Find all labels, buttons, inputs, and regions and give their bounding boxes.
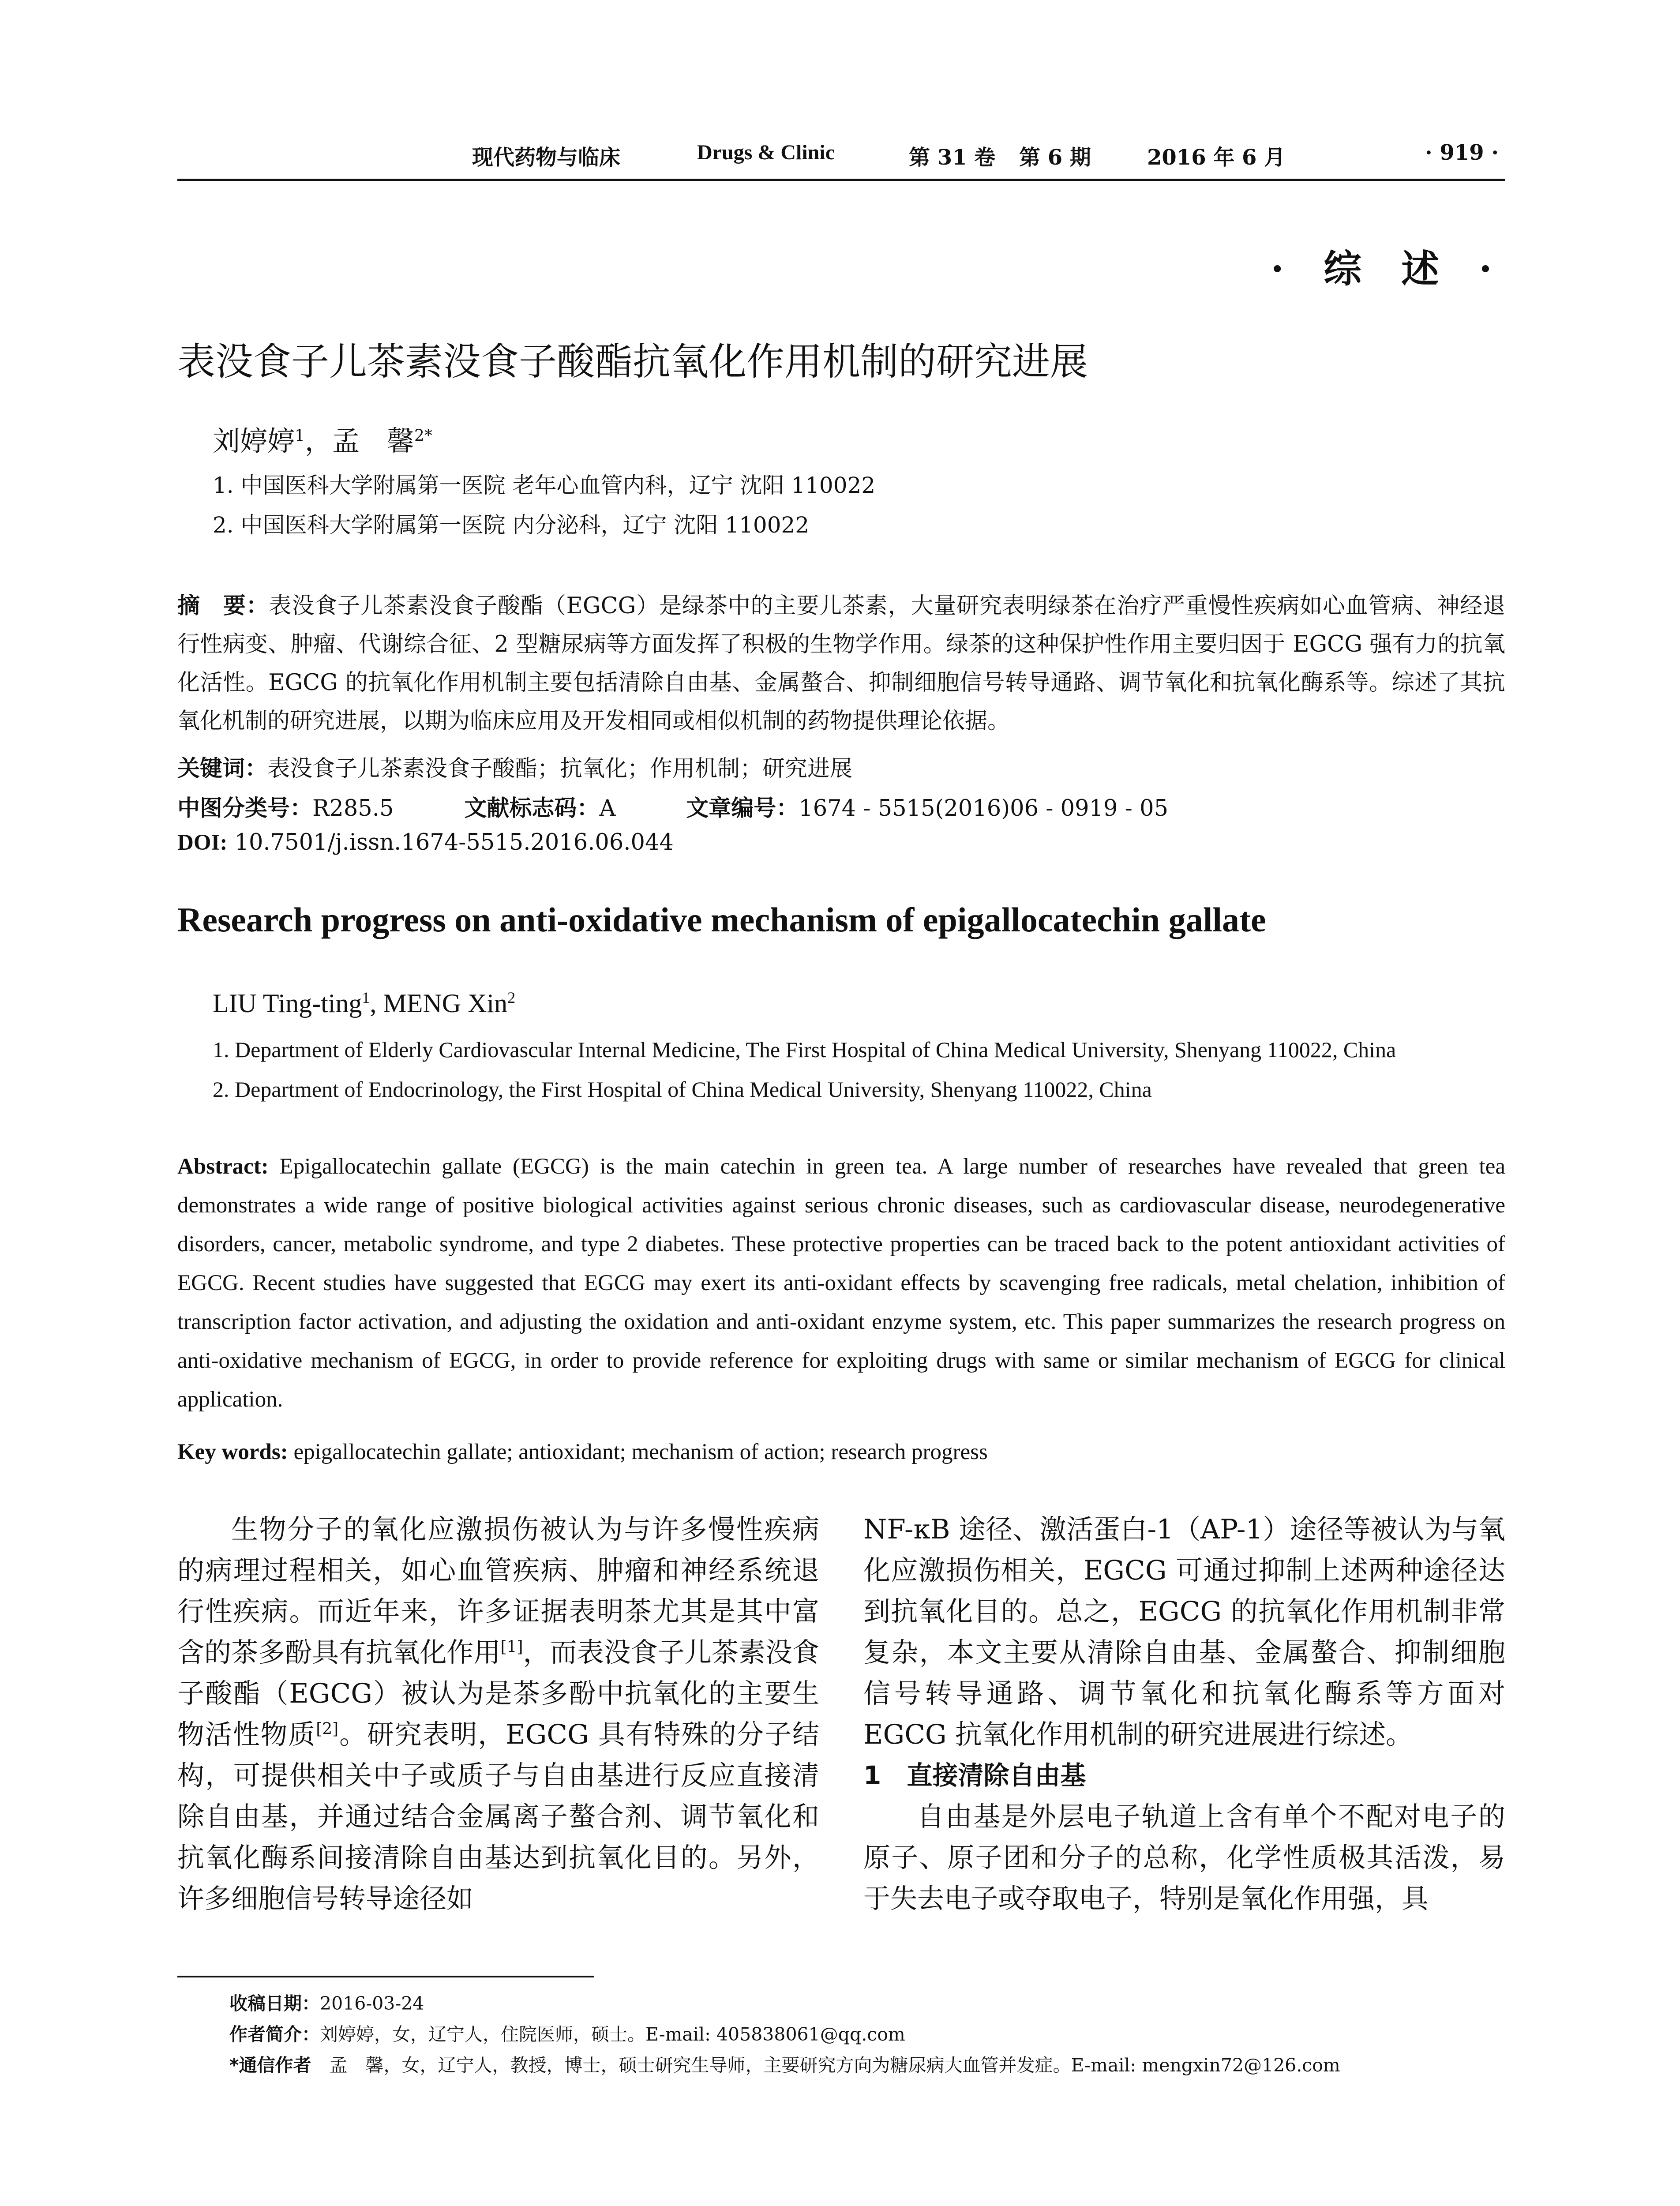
- page-number: · 919 ·: [1425, 140, 1499, 165]
- abstract-en-label: Abstract:: [177, 1154, 269, 1179]
- body-paragraph: 自由基是外层电子轨道上含有单个不配对电子的原子、原子团和分子的总称，化学性质极其活泼，易于失去电子或夺取电子，特别是氧化作用强，具: [863, 1801, 1505, 1914]
- corresponding-label: *通信作者: [229, 2055, 311, 2076]
- keywords-en-label: Key words:: [177, 1440, 288, 1464]
- article-number-value: 1674 - 5515(2016)06 - 0919 - 05: [799, 795, 1169, 822]
- keywords-cn-label: 关键词：: [177, 756, 268, 782]
- author-bio: 刘婷婷，女，辽宁人，住院医师，硕士。E-mail: 405838061@qq.com: [320, 2024, 905, 2045]
- title-cn: 表没食子儿茶素没食子酸酯抗氧化作用机制的研究进展: [177, 340, 1088, 384]
- author-sup: 1: [362, 989, 370, 1006]
- author-name: LIU Ting-ting: [213, 989, 362, 1018]
- journal-issue: 第 6 期: [1019, 145, 1091, 170]
- abstract-cn-text: 表没食子儿茶素没食子酸酯（EGCG）是绿茶中的主要儿茶素，大量研究表明绿茶在治疗严重慢性疾病如心血管病、神经退行性病变、肿瘤、代谢综合征、2 型糖尿病等方面发挥了积极的生物学作用。绿茶的这种保护性作用主要归因于 EGCG 强有力的抗氧化活性。EGCG 的抗氧化作用机制主要包括清除自由基、金属螯合、抑制细胞信号转导通路、调节氧化和抗氧化酶系等。综述了其抗氧化机制的研究进展，以期为临床应用及开发相同或相似机制的药物提供理论依据。: [177, 593, 1505, 734]
- author-sup: 2: [507, 989, 516, 1006]
- authors-en: [213, 988, 515, 1019]
- clc-label: 中图分类号：: [177, 795, 313, 822]
- author-sup: 2*: [414, 427, 432, 445]
- affiliation-cn-2: 2. 中国医科大学附属第一医院 内分泌科，辽宁 沈阳 110022: [213, 512, 810, 538]
- keywords-cn-text: 表没食子儿茶素没食子酸酯；抗氧化；作用机制；研究进展: [267, 756, 853, 782]
- received-date: 2016-03-24: [320, 1993, 424, 2014]
- doc-code-label: 文献标志码：: [464, 795, 600, 822]
- abstract-cn-label: 摘 要：: [177, 593, 269, 619]
- journal-volume: 第 31 卷: [909, 145, 996, 170]
- abstract-cn: [177, 587, 1505, 740]
- author-name: MENG Xin: [383, 989, 508, 1018]
- author-separator: ，: [304, 425, 332, 457]
- doi-value: 10.7501/j.issn.1674-5515.2016.06.044: [234, 829, 674, 855]
- title-en: Research progress on anti-oxidative mechanism of epigallocatechin gallate: [177, 900, 1266, 939]
- doi-label: DOI:: [177, 830, 228, 855]
- journal-name-en: Drugs & Clinic: [697, 141, 835, 164]
- article-number-label: 文章编号：: [686, 795, 799, 822]
- classification-line: [177, 790, 1168, 822]
- journal-name-cn: 现代药物与临床: [472, 145, 621, 170]
- body-column-left: [177, 1509, 819, 1919]
- body-paragraph: NF-κB 途径、激活蛋白-1（AP-1）途径等被认为与氧化应激损伤相关，EGCG 可通过抑制上述两种途径达到抗氧化目的。总之，EGCG 的抗氧化作用机制非常复杂，本文主要从清除自由基、金属螯合、抑制细胞信号转导通路、调节氧化和抗氧化酶系等方面对 EGCG 抗氧化作用机制的研究进展进行综述。: [863, 1514, 1505, 1750]
- clc-value: R285.5: [312, 795, 394, 822]
- journal-date: 2016 年 6 月: [1147, 145, 1286, 170]
- citation-ref: [2]: [316, 1720, 339, 1738]
- received-label: 收稿日期：: [229, 1993, 320, 2014]
- header-rule: [177, 179, 1505, 181]
- author-separator: ,: [370, 989, 383, 1018]
- keywords-cn: [177, 750, 852, 783]
- affiliation-en-1: 1. Department of Elderly Cardiovascular Internal Medicine, The First Hospital of China Medical University, Shenyang 110022, China: [213, 1037, 1396, 1062]
- keywords-en-text: epigallocatechin gallate; antioxidant; mechanism of action; research progress: [293, 1440, 988, 1464]
- body-column-right: [863, 1509, 1505, 1919]
- corresponding-bio: 孟 馨，女，辽宁人，教授，博士，硕士研究生导师，主要研究方向为糖尿病大血管并发症。E-mail: mengxin72@126.com: [311, 2055, 1340, 2076]
- section-heading: 1 直接清除自由基: [863, 1760, 1086, 1790]
- affiliation-en-2: 2. Department of Endocrinology, the First Hospital of China Medical University, Shenyang 110022, China: [213, 1077, 1152, 1102]
- doc-code-value: A: [599, 795, 616, 822]
- footnote-corresponding: [229, 2051, 1340, 2077]
- section-tag: · 综 述 ·: [1271, 247, 1505, 291]
- author-bio-label: 作者简介：: [229, 2024, 320, 2045]
- abstract-en-text: Epigallocatechin gallate (EGCG) is the main catechin in green tea. A large number of researches have revealed that green tea demonstrates a wide range of positive biological activities against serious chronic diseases, such as cardiovascular disease, neurodegenerative disorders, cancer, metabolic syndrome, and type 2 diabetes. These protective properties can be traced back to the potent antioxidant activities of EGCG. Recent studies have suggested that EGCG may exert its anti-oxidant effects by scavenging free radicals, metal chelation, inhibition of transcription factor activation, and adjusting the oxidation and anti-oxidant enzyme system, etc. This paper summarizes the research progress on anti-oxidative mechanism of EGCG, in order to provide reference for exploiting drugs with same or similar mechanism of EGCG for clinical application.: [177, 1154, 1505, 1412]
- citation-ref: [1]: [500, 1638, 523, 1656]
- keywords-en: [177, 1439, 988, 1465]
- abstract-en: [177, 1147, 1505, 1419]
- body-paragraph: 生物分子的氧化应激损伤被认为与许多慢性疾病的病理过程相关，如心血管疾病、肿瘤和神经系统退行性疾病。而近年来，许多证据表明茶尤其是其中富含的茶多酚具有抗氧化作用[1]，而表没食子儿茶素没食子酸酯（EGCG）被认为是茶多酚中抗氧化的主要生物活性物质[2]。研究表明，EGCG 具有特殊的分子结构，可提供相关中子或质子与自由基进行反应直接清除自由基，并通过结合金属离子螯合剂、调节氧化和抗氧化酶系间接清除自由基达到抗氧化目的。另外，许多细胞信号转导途径如: [177, 1514, 819, 1914]
- footnote-rule: [177, 1976, 594, 1977]
- author-name: 孟 馨: [332, 425, 414, 457]
- footnote-author: [229, 2020, 905, 2046]
- author-sup: 1: [295, 427, 305, 445]
- footnote-received: [229, 1989, 424, 2015]
- doi-line: [177, 829, 674, 855]
- affiliation-cn-1: 1. 中国医科大学附属第一医院 老年心血管内科，辽宁 沈阳 110022: [213, 473, 876, 498]
- authors-cn: [213, 419, 432, 458]
- author-name: 刘婷婷: [213, 425, 295, 457]
